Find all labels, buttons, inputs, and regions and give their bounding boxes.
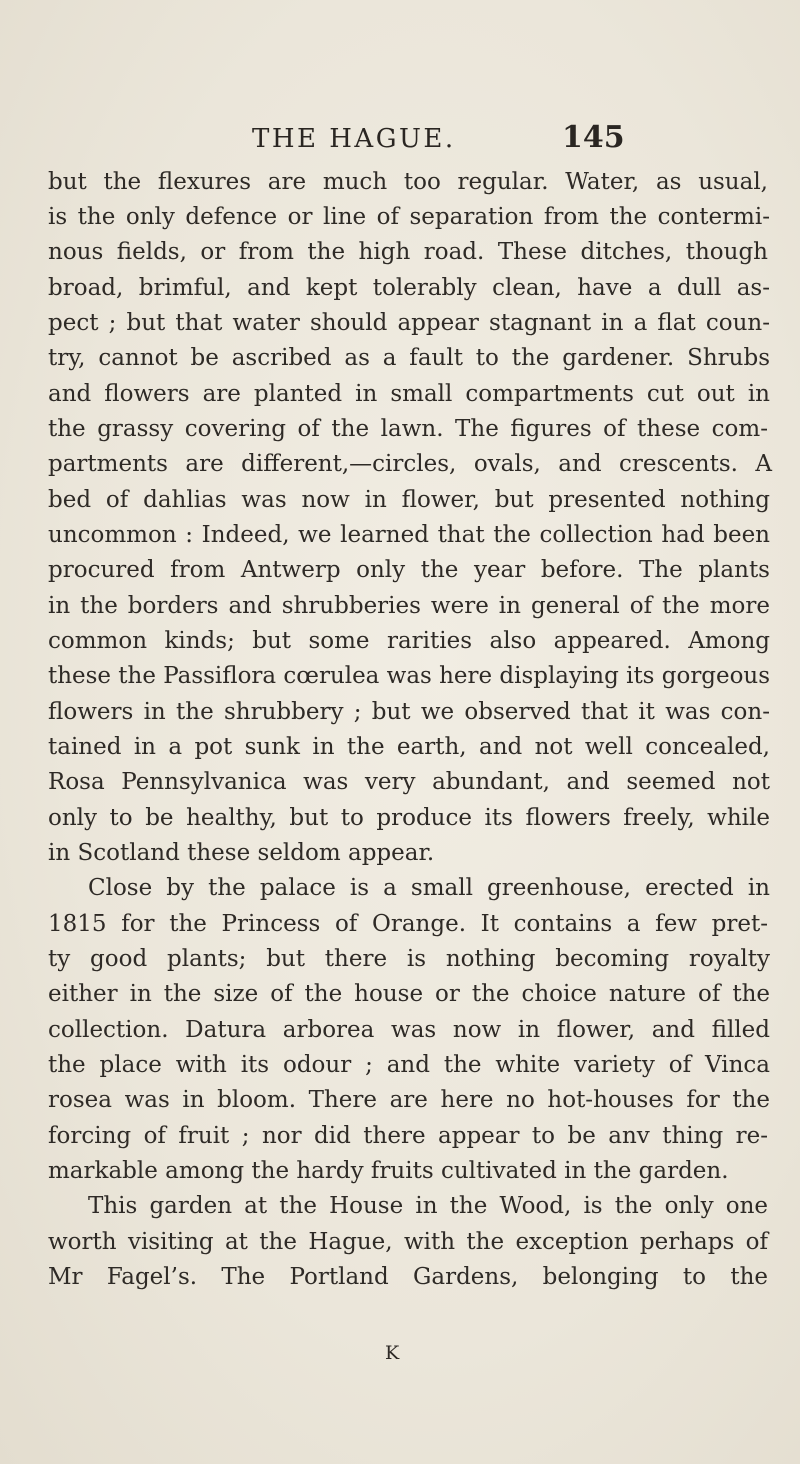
text-line: Close by the palace is a small greenhouse, erected in <box>88 875 770 901</box>
text-line: 1815 for the Princess of Orange. It contains a few pret- <box>48 911 768 937</box>
text-line: either in the size of the house or the choice nature of the <box>48 981 770 1007</box>
text-line: common kinds; but some rarities also appeared. Among <box>48 628 770 654</box>
text-line: in the borders and shrubberies were in general of the more <box>48 593 770 619</box>
signature-mark: K <box>385 1342 400 1364</box>
text-line: collection. Datura arborea was now in flower, and filled <box>48 1017 770 1043</box>
text-line: worth visiting at the Hague, with the exception perhaps of <box>48 1229 768 1255</box>
text-line: markable among the hardy fruits cultivated in the garden. <box>48 1158 729 1184</box>
text-line: tained in a pot sunk in the earth, and not well concealed, <box>48 734 770 760</box>
text-line: forcing of fruit ; nor did there appear to be anv thing re- <box>48 1123 768 1149</box>
text-line: the place with its odour ; and the white variety of Vinca <box>48 1052 770 1078</box>
text-line: these the Passiflora cœrulea was here displaying its gorgeous <box>48 663 770 689</box>
text-line: rosea was in bloom. There are here no hot-houses for the <box>48 1087 770 1113</box>
text-line: Rosa Pennsylvanica was very abundant, and seemed not <box>48 769 770 795</box>
text-line: but the flexures are much too regular. Water, as usual, <box>48 169 768 195</box>
text-line: procured from Antwerp only the year before. The plants <box>48 557 770 583</box>
text-line: Mr Fagel’s. The Portland Gardens, belonging to the <box>48 1264 768 1290</box>
running-head: THE HAGUE. <box>252 124 456 154</box>
text-line: the grassy covering of the lawn. The figures of these com- <box>48 416 768 442</box>
text-line: only to be healthy, but to produce its flowers freely, while <box>48 805 770 831</box>
text-line: broad, brimful, and kept tolerably clean, have a dull as- <box>48 275 770 301</box>
text-line: This garden at the House in the Wood, is the only one <box>88 1193 768 1219</box>
text-line: and flowers are planted in small compartments cut out in <box>48 381 770 407</box>
text-line: try, cannot be ascribed as a fault to the gardener. Shrubs <box>48 345 770 371</box>
text-line: pect ; but that water should appear stagnant in a flat coun- <box>48 310 770 336</box>
text-line: in Scotland these seldom appear. <box>48 840 435 866</box>
text-line: partments are different,—circles, ovals, and crescents. A <box>48 451 772 477</box>
page-number: 145 <box>562 120 625 155</box>
text-line: uncommon : Indeed, we learned that the collection had been <box>48 522 770 548</box>
text-line: nous fields, or from the high road. These ditches, though <box>48 239 768 265</box>
text-line: is the only defence or line of separation from the contermi- <box>48 204 770 230</box>
text-line: flowers in the shrubbery ; but we observed that it was con- <box>48 699 770 725</box>
text-line: ty good plants; but there is nothing becoming royalty <box>48 946 770 972</box>
text-line: bed of dahlias was now in flower, but presented nothing <box>48 487 770 513</box>
